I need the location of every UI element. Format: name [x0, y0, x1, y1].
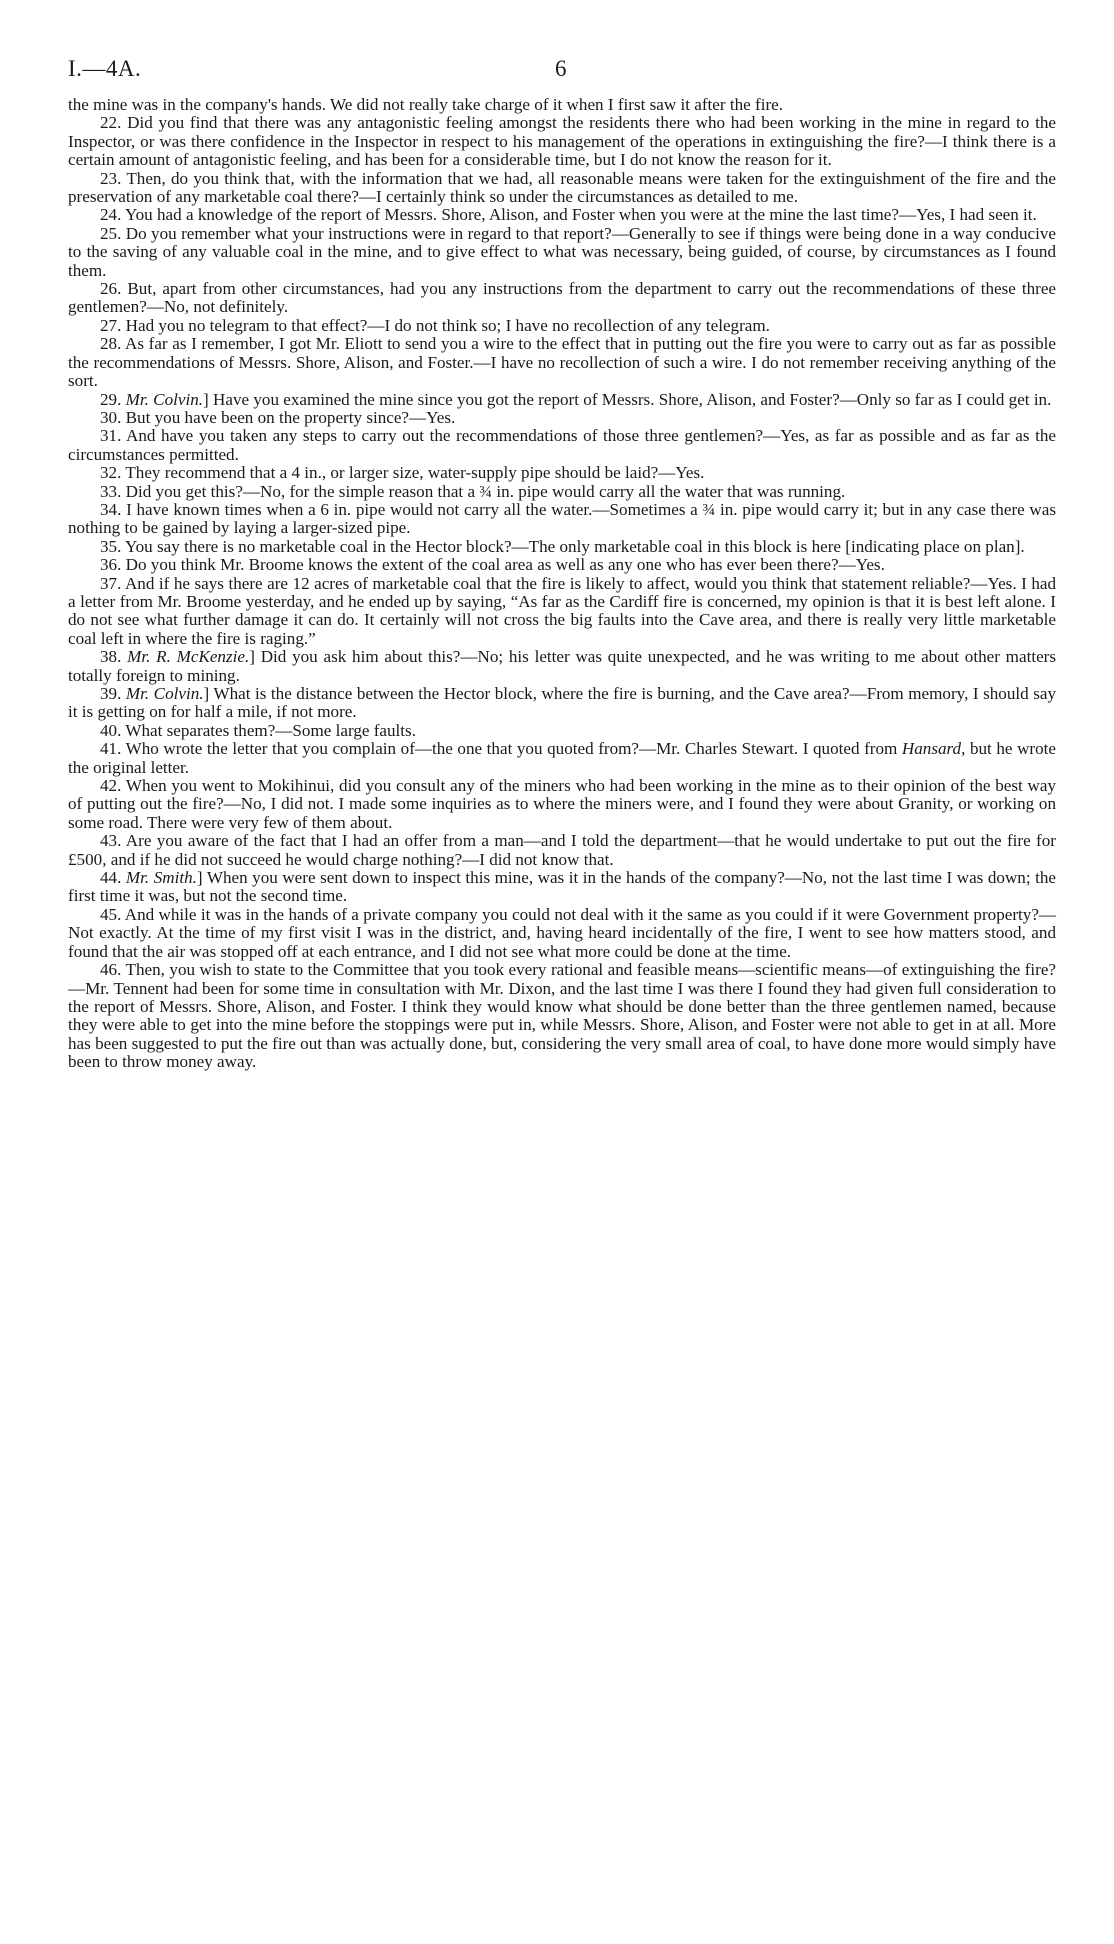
paragraph-text: 26. But, apart from other circumstances, had you any instructions from the department to carry out the recommendations of these three gentlemen?—No, not definitely. — [68, 279, 1056, 317]
document-body — [68, 96, 1056, 1072]
paragraph-p40 — [68, 722, 1056, 740]
paragraph-p43 — [68, 832, 1056, 869]
paragraph-p24 — [68, 206, 1056, 224]
paragraph-p41 — [68, 740, 1056, 777]
page-header — [68, 56, 1056, 96]
paragraph-p30 — [68, 409, 1056, 427]
paragraph-p46 — [68, 961, 1056, 1071]
paragraph-text: 31. And have you taken any steps to carry out the recommendations of those three gentlemen?—Yes, as far as possible and as far as the circumstances permitted. — [68, 426, 1056, 464]
paragraph-p33 — [68, 483, 1056, 501]
speaker-name: Mr. Smith. — [125, 868, 197, 888]
paragraph-p27 — [68, 317, 1056, 335]
paragraph-text: 37. And if he says there are 12 acres of marketable coal that the fire is likely to affect, would you think that statement reliable?—Yes. I had a letter from Mr. Broome yesterday, and he ended up by saying, “As far as the Cardiff fire is concerned, my opinion is that it is best left alone. I do not see what further damage it can do. It certainly will not cross the big faults into the Cave area, and there is really very little marketable coal left in where the fire is raging.” — [68, 573, 1056, 648]
document-reference: I.—4A. — [68, 56, 142, 81]
paragraph-text: 23. Then, do you think that, with the information that we had, all reasonable means were taken for the extinguishment of the fire and the preservation of any marketable coal there?—I certainly think so under the circumstances as detailed to me. — [68, 168, 1056, 207]
paragraph-text: the mine was in the company's hands. We did not really take charge of it when I first saw it after the fire. — [68, 95, 783, 114]
paragraph-p0 — [68, 96, 1056, 114]
paragraph-text: 36. Do you think Mr. Broome knows the extent of the coal area as well as any one who has ever been there?—Yes. — [100, 555, 885, 575]
paragraph-text: 43. Are you aware of the fact that I had an offer from a man—and I told the department—that he would undertake to put out the fire for £500, and if he did not succeed he would charge nothing?—I did not know that. — [68, 831, 1056, 869]
paragraph-text: 45. And while it was in the hands of a private company you could not deal with it the same as you could if it were Government property?—Not exactly. At the time of my first visit I was in the district, and, having heard incidentally of the fire, I went to see how matters stood, and found that the air was stopped off at each entrance, and I did not see what more could be done at the time. — [68, 904, 1056, 961]
paragraph-text: 29. — [100, 389, 126, 409]
speaker-name: Mr. Colvin. — [125, 389, 204, 409]
paragraph-p31 — [68, 427, 1056, 464]
paragraph-text: 27. Had you no telegram to that effect?—I do not think so; I have no recollection of any telegram. — [100, 315, 770, 335]
paragraph-text: 42. When you went to Mokihinui, did you consult any of the miners who had been working in the mine as to their opinion of the best way of putting out the fire?—No, I did not. I made some inquiries as to where the miners were, and I found they were about Granity, or working on some road. There were very few of them about. — [68, 776, 1056, 832]
paragraph-text: ] What is the distance between the Hector block, where the fire is burning, and the Cave area?—From memory, I should say it is getting on for half a mile, if not more. — [68, 684, 1057, 722]
paragraph-p44 — [68, 869, 1056, 906]
paragraph-text: ] When you were sent down to inspect this mine, was it in the hands of the company?—No, not the last time I was down; the first time it was, but not the second time. — [68, 868, 1057, 906]
paragraph-p37 — [68, 575, 1056, 649]
speaker-name: Mr. R. McKenzie. — [127, 647, 250, 667]
paragraph-p45 — [68, 906, 1056, 961]
paragraph-text: 30. But you have been on the property since?—Yes. — [100, 407, 456, 427]
paragraph-text: , but he wrote the original letter. — [68, 739, 1056, 777]
paragraph-text: 34. I have known times when a 6 in. pipe would not carry all the water.—Sometimes a ¾ in. pipe would carry it; but in any case there was nothing to be gained by laying a larger-sized pipe. — [68, 499, 1056, 538]
paragraph-text: 46. Then, you wish to state to the Committee that you took every rational and feasible means—scientific means—of extinguishing the fire?—Mr. Tennent had been for some time in consultation with Mr. Dixon, and the last time I was there I found they had given full consideration to the report of Messrs. Shore, Alison, and Foster. I think they would know what should be done better than the three gentlemen named, because they were able to get into the mine before the stoppings were put in, while Messrs. Shore, Alison, and Foster were not able to get in at all. More has been suggested to put the fire out than was actually done, but, considering the very small area of coal, to have done more would simply have been to throw money away. — [68, 960, 1056, 1072]
paragraph-text: 24. You had a knowledge of the report of Messrs. Shore, Alison, and Foster when you were at the mine the last time?—Yes, I had seen it. — [100, 205, 1037, 225]
paragraph-text: 28. As far as I remember, I got Mr. Eliott to send you a wire to the effect that in putting out the fire you were to carry out as far as possible the recommendations of Messrs. Shore, Alison, and Foster.—I have no recollection of such a wire. I do not remember receiving anything of the sort. — [68, 334, 1056, 391]
paragraph-text: 38. — [100, 647, 128, 667]
paragraph-text: 44. — [100, 868, 126, 888]
paragraph-p26 — [68, 280, 1056, 317]
paragraph-text: ] Did you ask him about this?—No; his letter was quite unexpected, and he was writing to me about other matters totally foreign to mining. — [68, 647, 1056, 685]
paragraph-p36 — [68, 556, 1056, 574]
paragraph-text: 32. They recommend that a 4 in., or larger size, water-supply pipe should be laid?—Yes. — [100, 463, 705, 483]
paragraph-p38 — [68, 648, 1056, 685]
paragraph-text: 33. Did you get this?—No, for the simple reason that a ¾ in. pipe would carry all the water that was running. — [100, 481, 846, 501]
paragraph-text: 35. You say there is no marketable coal in the Hector block?—The only marketable coal in this block is here [indicating place on plan]. — [100, 536, 1025, 556]
paragraph-p39 — [68, 685, 1056, 722]
speaker-name: Hansard — [901, 739, 962, 759]
paragraph-p29 — [68, 391, 1056, 409]
page-number: 6 — [555, 56, 567, 81]
paragraph-p35 — [68, 538, 1056, 556]
paragraph-text: 40. What separates them?—Some large faults. — [100, 720, 416, 740]
paragraph-p28 — [68, 335, 1056, 390]
paragraph-text: 41. Who wrote the letter that you complain of—the one that you quoted from?—Mr. Charles Stewart. I quoted from — [100, 739, 902, 759]
paragraph-p42 — [68, 777, 1056, 832]
speaker-name: Mr. Colvin. — [125, 684, 204, 703]
paragraph-p32 — [68, 464, 1056, 482]
paragraph-text: 39. — [100, 684, 126, 703]
paragraph-text: ] Have you examined the mine since you got the report of Messrs. Shore, Alison, and Foster?—Only so far as I could get in. — [203, 389, 1052, 409]
paragraph-p23 — [68, 170, 1056, 207]
paragraph-text: 22. Did you find that there was any antagonistic feeling amongst the residents there who had been working in the mine in regard to the Inspector, or was there confidence in the Inspector in respect to his management of the operations in extinguishing the fire?—I think there is a certain amount of antagonistic feeling, and has been for a considerable time, but I do not know the reason for it. — [68, 113, 1056, 170]
paragraph-p22 — [68, 114, 1056, 169]
paragraph-p25 — [68, 225, 1056, 280]
paragraph-p34 — [68, 501, 1056, 538]
paragraph-text: 25. Do you remember what your instructions were in regard to that report?—Generally to see if things were being done in a way conducive to the saving of any valuable coal in the mine, and to give effect to what was necessary, being guided, of course, by circumstances as I found them. — [68, 223, 1056, 280]
